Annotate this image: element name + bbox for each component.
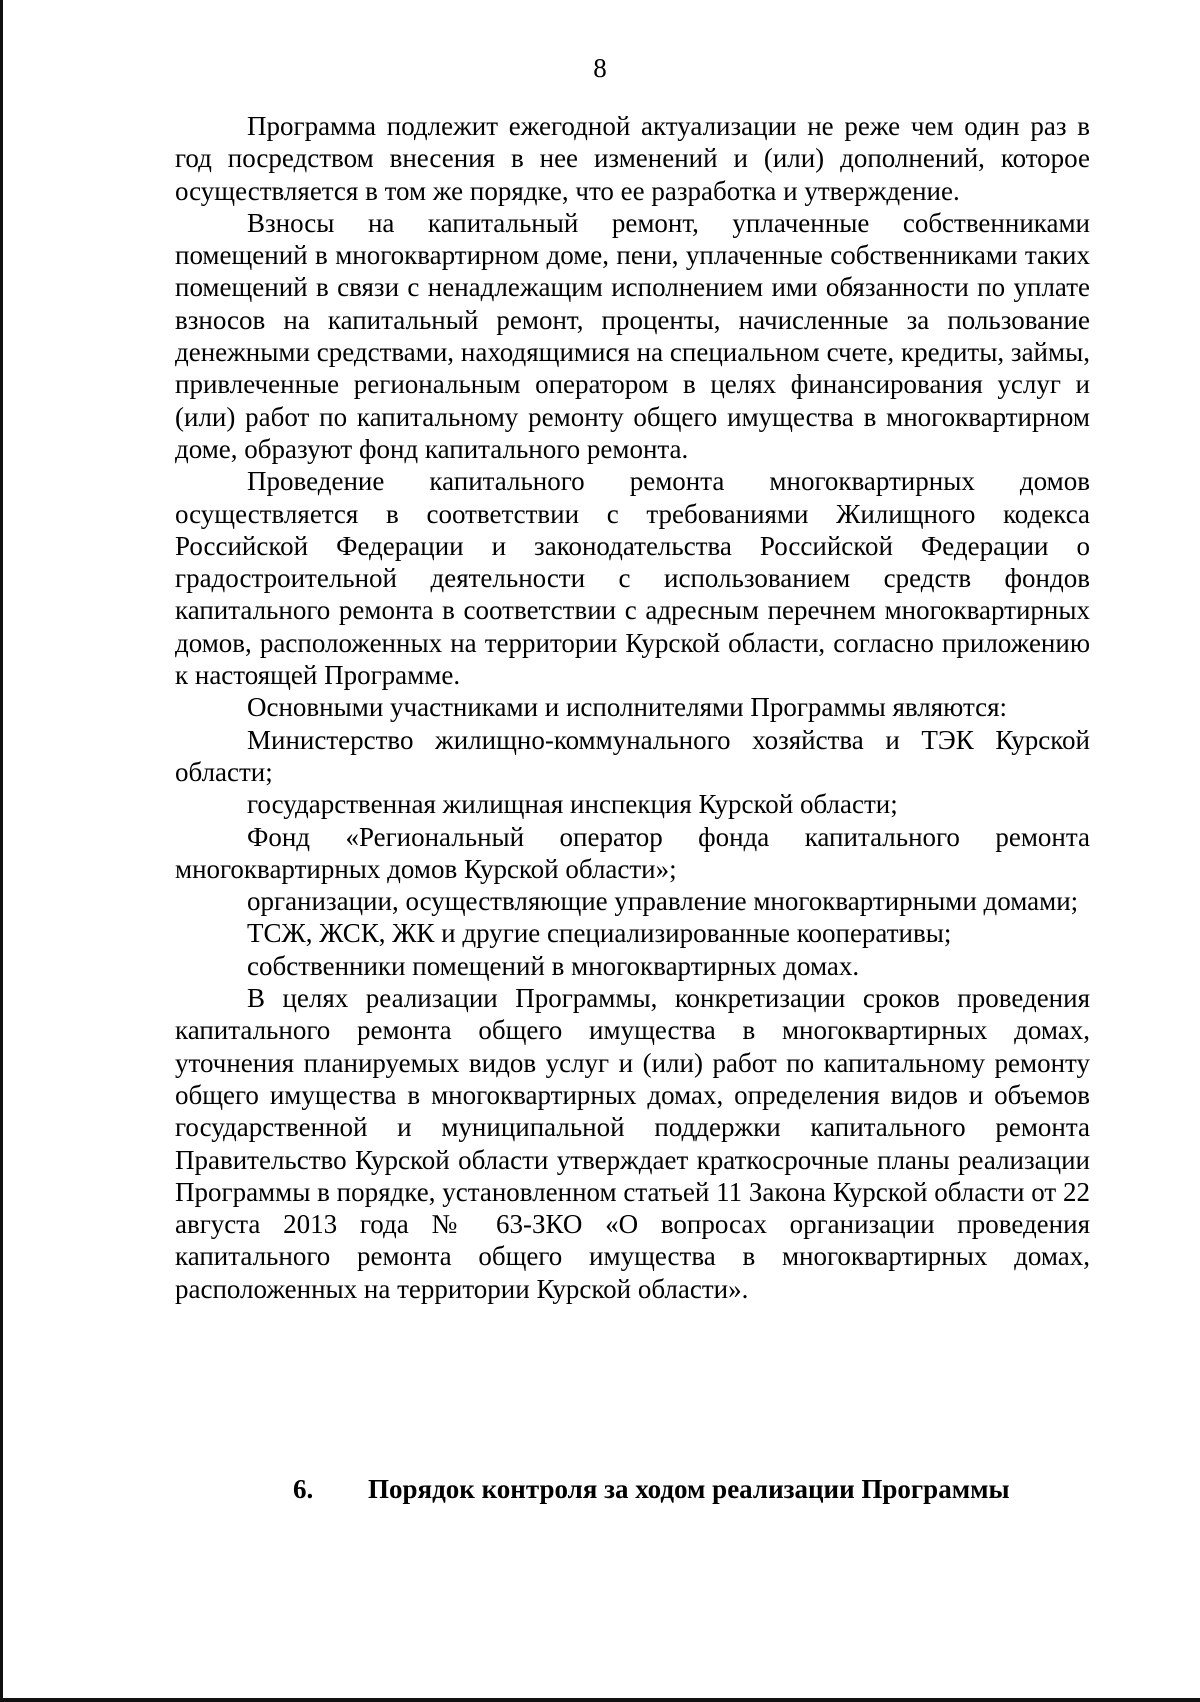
- participant-inspection: государственная жилищная инспекция Курской области;: [247, 789, 898, 820]
- paragraph-repair-fund: Взносы на капитальный ремонт, уплаченные собственниками помещений в многоквартирном доме, пени, уплаченные собственниками таких помещений в связи с ненадлежащим исполнением ими обязанности по уплате взносов на капитальный ремонт, проценты, начисленные за пользование денежными средствами, находящимися на специальном счете, кредиты, займы, привлеченные региональным оператором в целях финансирования услуг и (или) работ по капитальному ремонту общего имущества в многоквартирном доме, образуют фонд капитального ремонта.: [175, 207, 1090, 464]
- document-body: [175, 110, 1090, 1305]
- section-number: 6.: [293, 1474, 314, 1504]
- participant-fund: Фонд «Региональный оператор фонда капитального ремонта многоквартирных домов Курской области»;: [175, 821, 1090, 884]
- participant-ministry: Министерство жилищно-коммунального хозяйства и ТЭК Курской области;: [175, 724, 1090, 787]
- scan-left-border: [0, 0, 3, 1702]
- participant-management-organizations: организации, осуществляющие управление многоквартирными домами;: [247, 886, 1079, 917]
- section-title: Порядок контроля за ходом реализации Программы: [368, 1474, 1010, 1504]
- paragraph-short-term-plans: В целях реализации Программы, конкретизации сроков проведения капитального ремонта общего имущества в многоквартирных домах, уточнения планируемых видов услуг и (или) работ по капитальному ремонту общего имущества в многоквартирных домах, определения видов и объемов государственной и муниципальной поддержки капитального ремонта Правительство Курской области утверждает краткосрочные планы реализации Программы в порядке, установленном статьей 11 Закона Курской области от 22 августа 2013 года № 63-ЗКО «О вопросах организации проведения капитального ремонта общего имущества в многоквартирных домах, расположенных на территории Курской области».: [175, 983, 1090, 1304]
- participant-cooperatives: ТСЖ, ЖСК, ЖК и другие специализированные кооперативы;: [247, 918, 952, 949]
- page-number: 8: [593, 53, 607, 83]
- paragraph-participants-intro: Основными участниками и исполнителями Программы являются:: [247, 692, 1008, 723]
- scan-bottom-border: [0, 1698, 1200, 1702]
- paragraph-repair-procedure: Проведение капитального ремонта многоквартирных домов осуществляется в соответствии с требованиями Жилищного кодекса Российской Федерации и законодательства Российской Федерации о градостроительной деятельности с использованием средств фондов капитального ремонта в соответствии с адресным перечнем многоквартирных домов, расположенных на территории Курской области, согласно приложению к настоящей Программе.: [175, 466, 1090, 691]
- participant-owners: собственники помещений в многоквартирных домах.: [247, 950, 860, 981]
- paragraph-annual-update: Программа подлежит ежегодной актуализации не реже чем один раз в год посредством внесения в нее изменений и (или) дополнений, которое осуществляется в том же порядке, что ее разработка и утверждение.: [175, 111, 1090, 206]
